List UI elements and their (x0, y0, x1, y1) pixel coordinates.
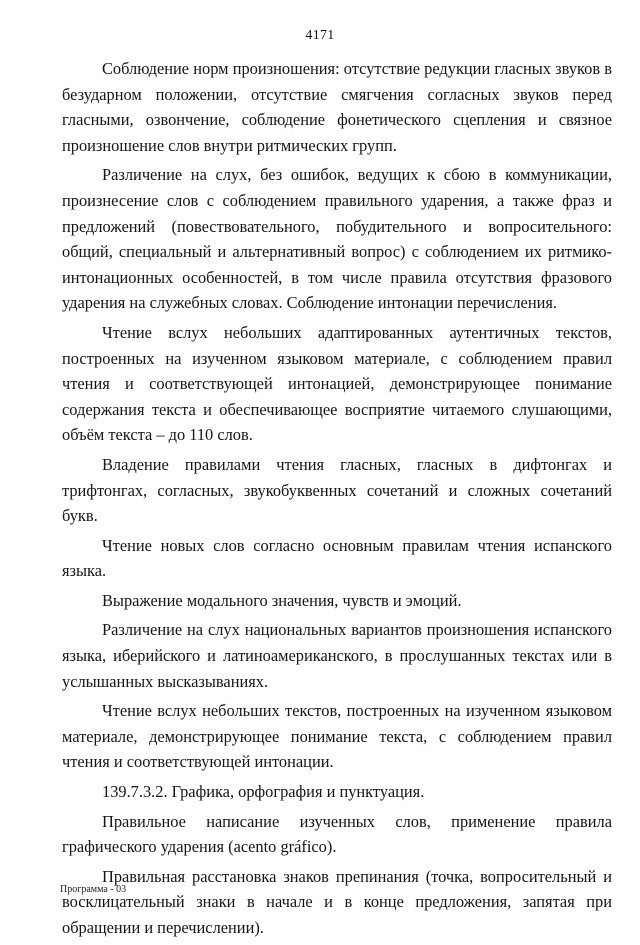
footer-label: Программа - 03 (60, 884, 127, 895)
paragraph-listening-discrimination: Различение на слух, без ошибок, ведущих к сбою в коммуникации, произнесение слов с соблюдением правильного ударения, а также фраз и предложений (повествовательного, побудительного и вопросительного: общий, специальный и альтернативный вопрос) с соблюдением их ритмико-интонационных особенностей, в том числе правила отсутствия фразового ударения на служебных словах. Соблюдение интонации перечисления. (62, 165, 612, 313)
paragraph-national-variants: Различение на слух национальных вариантов произношения испанского языка, иберийского и латиноамериканского, в прослушанных текстах или в услышанных высказываниях. (62, 620, 612, 691)
paragraph-new-words-reading: Чтение новых слов согласно основным правилам чтения испанского языка. (62, 535, 612, 581)
paragraph-punctuation: Правильная расстановка знаков препинания (точка, вопросительный и восклицательный знаки в начале и в конце предложения, запятая при обращении и перечислении). (62, 866, 612, 937)
section-heading-graphics-orthography: 139.7.3.2. Графика, орфография и пунктуация. (102, 782, 425, 802)
paragraph-spelling: Правильное написание изученных слов, применение правила графического ударения (acento gráfico). (62, 811, 612, 857)
paragraph-reading-aloud-short: Чтение вслух небольших текстов, построенных на изученном языковом материале, демонстрирующее понимание текста, с соблюдением правил чтения и соответствующей интонации. (62, 701, 612, 772)
paragraph-reading-rules: Владение правилами чтения гласных, гласных в дифтонгах и трифтонгах, согласных, звукобуквенных сочетаний и сложных сочетаний букв. (62, 454, 612, 526)
paragraph-reading-aloud-adapted: Чтение вслух небольших адаптированных аутентичных текстов, построенных на изученном языковом материале, с соблюдением правил чтения и соответствующей интонацией, демонстрирующее понимание содержания текста и обеспечивающее восприятие читаемого слушающими, объём текста – до 110 слов. (62, 322, 612, 445)
body-text (62, 56, 612, 945)
paragraph-pronunciation-norms: Соблюдение норм произношения: отсутствие редукции гласных звуков в безударном положении, отсутствие смягчения согласных звуков перед гласными, озвончение, соблюдение фонетического сцепления и связное произношение слов внутри ритмических групп. (62, 59, 612, 155)
page-number: 4171 (305, 28, 335, 43)
paragraph-modal-expression: Выражение модального значения, чувств и эмоций. (102, 590, 462, 610)
